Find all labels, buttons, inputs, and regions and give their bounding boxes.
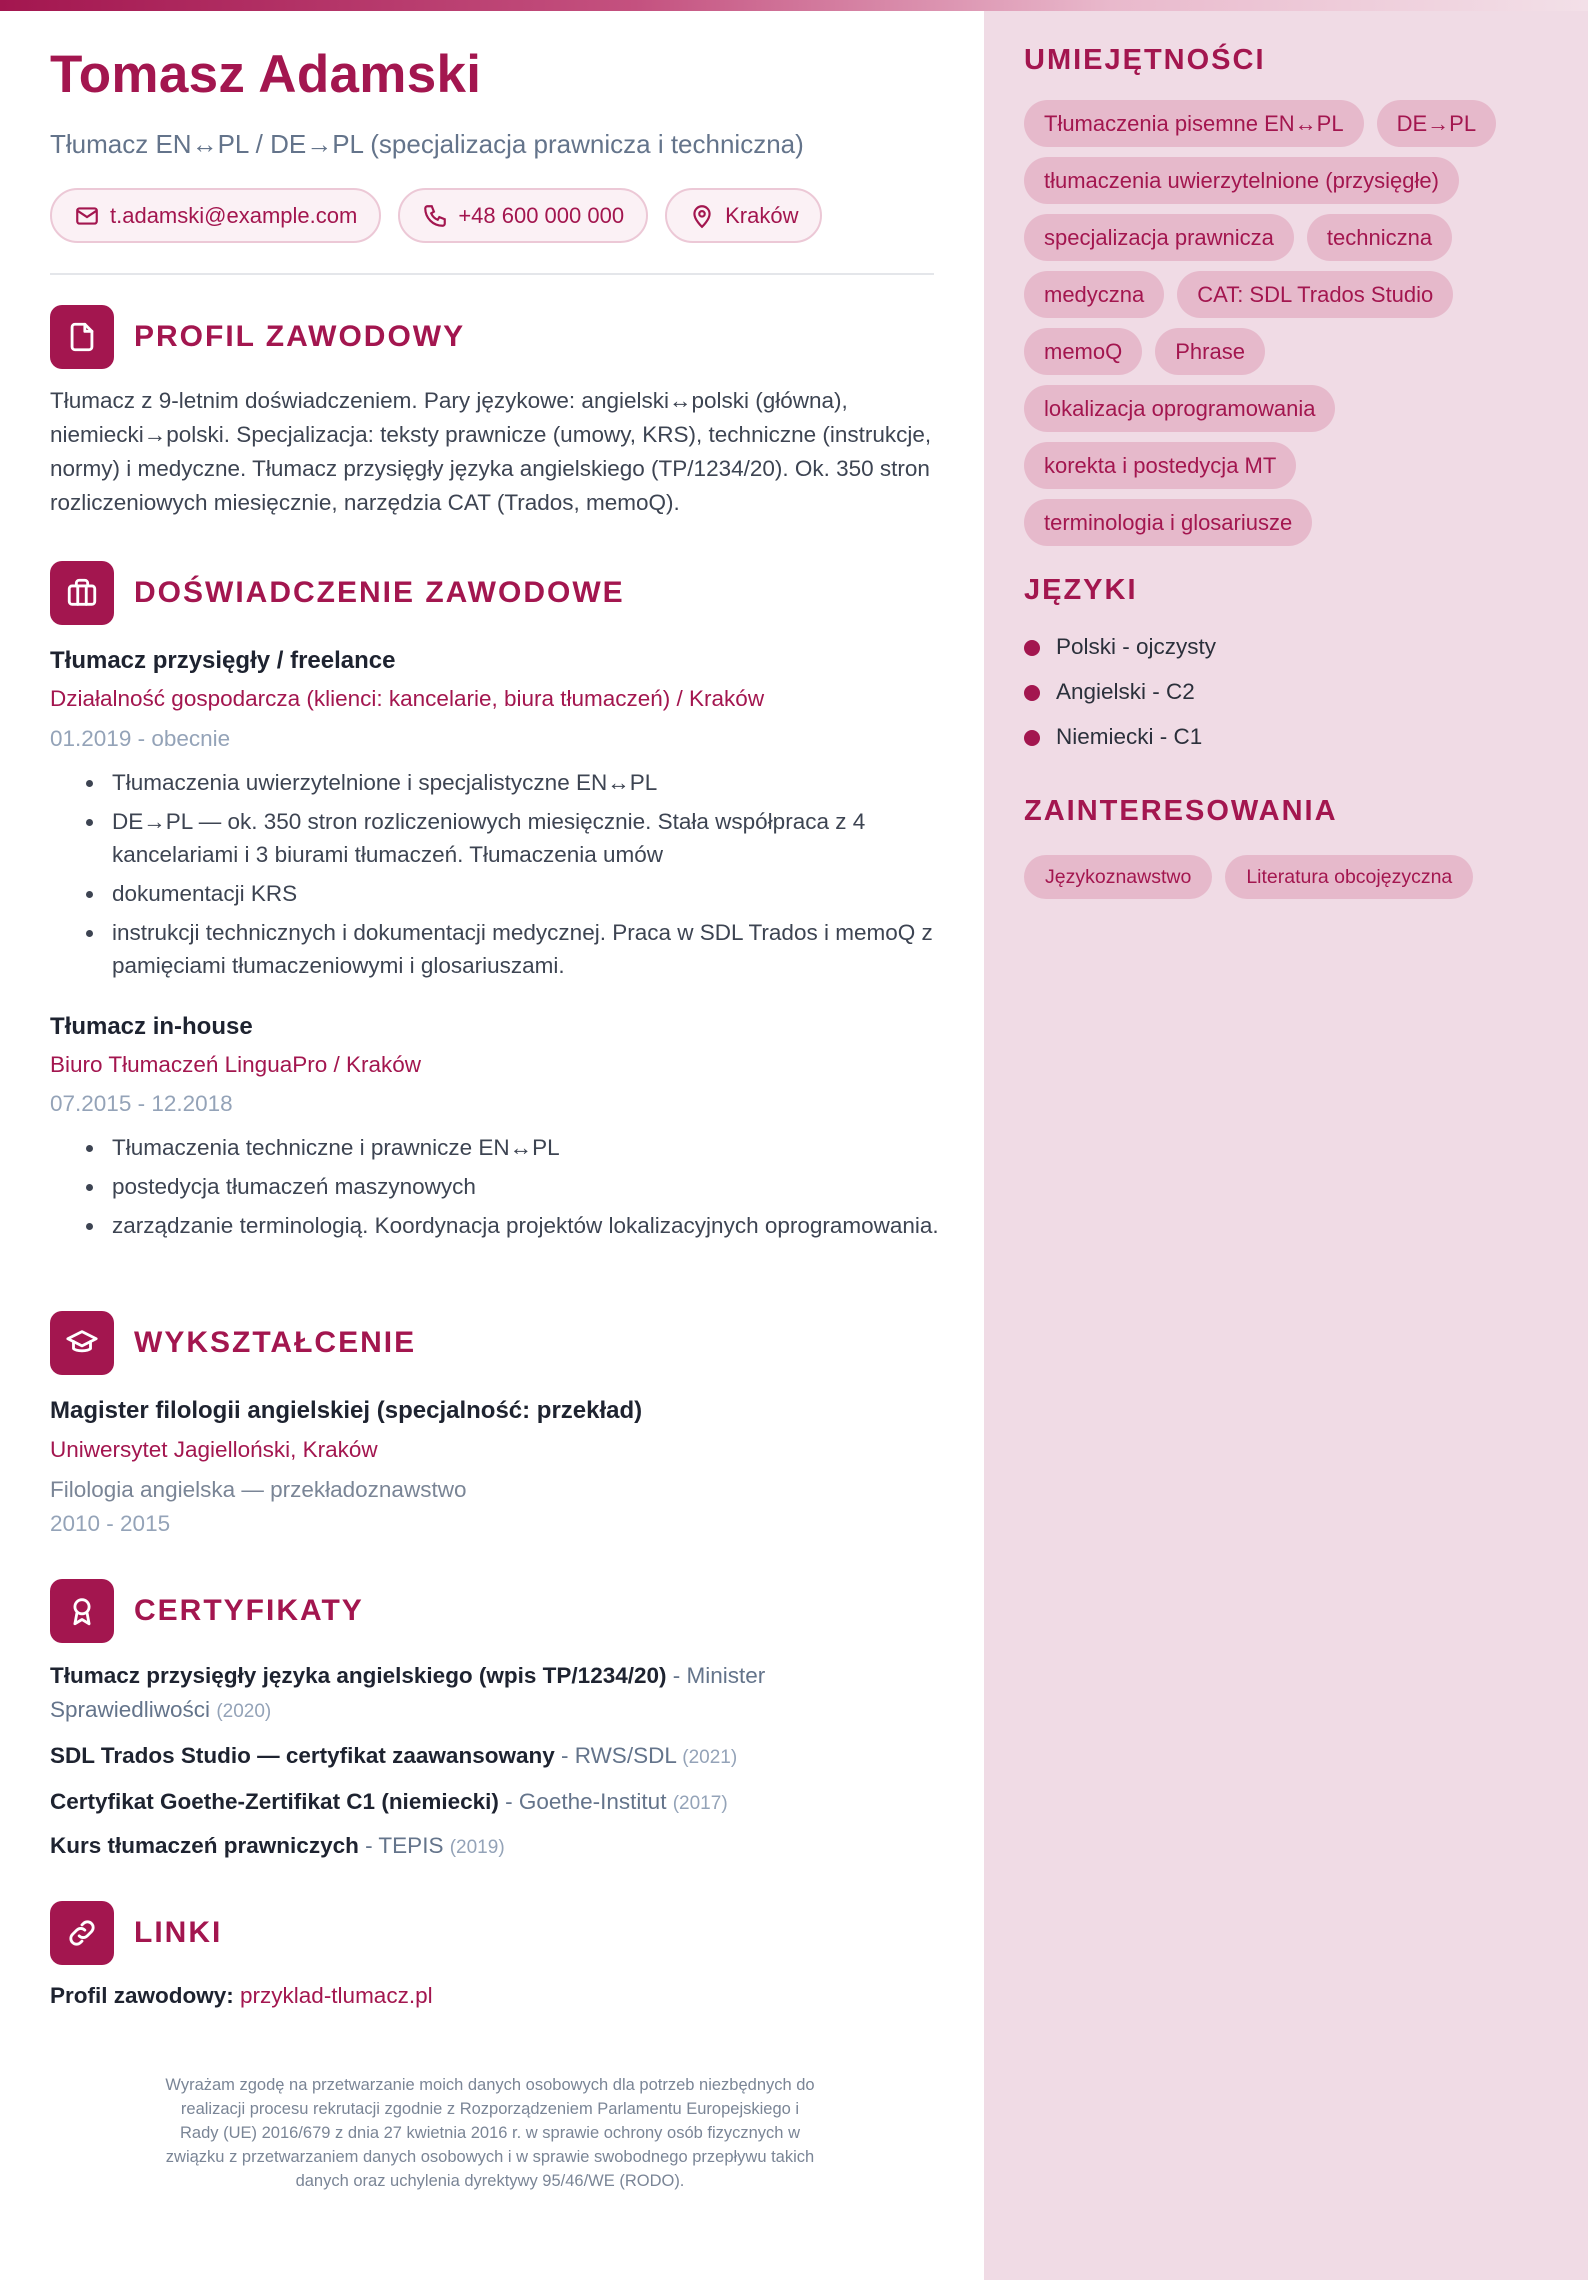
graduation-cap-icon xyxy=(50,1311,114,1375)
list-item: Tłumaczenia uwierzytelnione i specjalistyczne EN↔PL xyxy=(50,766,940,799)
job-2-date: 07.2015 - 12.2018 xyxy=(50,1091,233,1116)
certificate-issuer: - Goethe-Institut xyxy=(498,1789,667,1814)
profile-link-label: Profil zawodowy: xyxy=(50,1983,234,2008)
language-item: Angielski - C2 xyxy=(1024,675,1216,720)
profile-title: PROFIL ZAWODOWY xyxy=(134,320,466,353)
top-accent-bar xyxy=(0,0,1588,11)
language-item: Niemiecki - C1 xyxy=(1024,720,1216,765)
certificate-issuer: - Minister Sprawiedliwości xyxy=(50,1663,766,1722)
location-chip[interactable] xyxy=(665,188,822,243)
job-subtitle: Tłumacz EN↔PL / DE→PL (specjalizacja prawnicza i techniczna) xyxy=(50,129,804,159)
certificate-year: (2019) xyxy=(449,1837,505,1858)
skill-tag: Tłumaczenia pisemne EN↔PL xyxy=(1024,100,1364,147)
profile-link-line xyxy=(50,1983,433,2009)
job-1-date: 01.2019 - obecnie xyxy=(50,726,231,751)
certificate-name: Tłumacz przysięgły języka angielskiego (wpis TP/1234/20) xyxy=(50,1663,667,1688)
skill-tag: Phrase xyxy=(1155,328,1265,375)
links-section-header xyxy=(50,1901,222,1965)
education-degree: Magister filologii angielskiej (specjalność: przekład) xyxy=(50,1397,643,1424)
award-icon xyxy=(50,1579,114,1643)
language-item: Polski - ojczysty xyxy=(1024,630,1216,675)
document-icon xyxy=(50,305,114,369)
certificate-item xyxy=(50,1829,850,1865)
link-icon xyxy=(50,1901,114,1965)
map-pin-icon xyxy=(689,203,715,229)
links-title: LINKI xyxy=(134,1916,223,1949)
candidate-name: Tomasz Adamski xyxy=(50,45,482,104)
languages-list xyxy=(1024,630,1216,765)
certificate-name: SDL Trados Studio — certyfikat zaawansowany xyxy=(50,1743,555,1768)
certificate-year: (2020) xyxy=(216,1701,272,1722)
skill-tag: tłumaczenia uwierzytelnione (przysięgłe) xyxy=(1024,157,1459,204)
skill-tag: CAT: SDL Trados Studio xyxy=(1177,271,1453,318)
education-section-header xyxy=(50,1311,416,1375)
header-divider xyxy=(50,273,934,275)
gdpr-consent-clause: Wyrażam zgodę na przetwarzanie moich danych osobowych dla potrzeb niezbędnych do realizacji procesu rekrutacji zgodnie z Rozporządzeniem Parlamentu Europejskiego i Rady (UE) 2016/679 z dnia 27 kwietnia 2016 r. w sprawie ochrony osób fizycznych w związku z przetwarzaniem danych osobowych i w sprawie swobodnego przepływu takich danych oraz uchylenia dyrektywy 95/46/WE (RODO). xyxy=(165,2076,815,2190)
education-date: 2010 - 2015 xyxy=(50,1511,171,1536)
phone-text: +48 600 000 000 xyxy=(458,202,625,228)
certificate-issuer: - TEPIS xyxy=(358,1833,444,1858)
certificates-section-header xyxy=(50,1579,364,1643)
certificate-name: Certyfikat Goethe-Zertifikat C1 (niemiecki) xyxy=(50,1789,499,1814)
experience-section-header xyxy=(50,561,625,625)
email-text: t.adamski@example.com xyxy=(110,202,358,228)
job-2-title: Tłumacz in-house xyxy=(50,1013,253,1040)
profile-text: Tłumacz z 9-letnim doświadczeniem. Pary językowe: angielski↔polski (główna), niemiecki→polski. Specjalizacja: teksty prawnicze (umowy, KRS), techniczne (instrukcje, normy) i medyczne. Tłumacz przysięgły języka angielskiego (TP/1234/20). Ok. 350 stron rozliczeniowych miesięcznie, narzędzia CAT (Trados, memoQ). xyxy=(50,388,932,515)
interest-tag: Językoznawstwo xyxy=(1024,855,1212,899)
list-item: Tłumaczenia techniczne i prawnicze EN↔PL xyxy=(50,1131,940,1164)
experience-title: DOŚWIADCZENIE ZAWODOWE xyxy=(134,576,625,609)
job-1-title: Tłumacz przysięgły / freelance xyxy=(50,647,396,674)
skill-tag: specjalizacja prawnicza xyxy=(1024,214,1294,261)
job-1-bullets xyxy=(50,766,940,988)
list-item: instrukcji technicznych i dokumentacji medycznej. Praca w SDL Trados i memoQ z pamięciami tłumaczeniowymi i glosariuszami. xyxy=(50,916,940,982)
skill-tag: medyczna xyxy=(1024,271,1164,318)
certificate-year: (2017) xyxy=(672,1793,728,1814)
education-field: Filologia angielska — przekładoznawstwo xyxy=(50,1477,467,1502)
location-text: Kraków xyxy=(725,202,799,228)
contact-bar xyxy=(50,188,822,243)
email-chip[interactable] xyxy=(50,188,381,243)
job-1-org: Działalność gospodarcza (klienci: kancelarie, biura tłumaczeń) / Kraków xyxy=(50,686,765,711)
certificate-item xyxy=(50,1659,810,1729)
certificate-item xyxy=(50,1739,850,1775)
skills-tags xyxy=(1024,100,1564,546)
skill-tag: DE→PL xyxy=(1377,100,1496,147)
list-item: postedycja tłumaczeń maszynowych xyxy=(50,1170,940,1203)
job-2-bullets xyxy=(50,1131,940,1248)
skill-tag: korekta i postedycja MT xyxy=(1024,442,1296,489)
education-title: WYKSZTAŁCENIE xyxy=(134,1326,417,1359)
skill-tag: techniczna xyxy=(1307,214,1452,261)
skill-tag: memoQ xyxy=(1024,328,1142,375)
interest-tag: Literatura obcojęzyczna xyxy=(1225,855,1473,899)
profile-link[interactable]: przyklad-tlumacz.pl xyxy=(240,1983,433,2008)
interests-tags xyxy=(1024,855,1564,899)
certificate-name: Kurs tłumaczeń prawniczych xyxy=(50,1833,359,1858)
briefcase-icon xyxy=(50,561,114,625)
skills-title: UMIEJĘTNOŚCI xyxy=(1024,44,1266,76)
job-2-org: Biuro Tłumaczeń LinguaPro / Kraków xyxy=(50,1052,422,1077)
interests-title: ZAINTERESOWANIA xyxy=(1024,795,1338,827)
profile-section-header xyxy=(50,305,465,369)
skill-tag: terminologia i glosariusze xyxy=(1024,499,1312,546)
phone-icon xyxy=(422,203,448,229)
phone-chip[interactable] xyxy=(398,188,648,243)
certificate-year: (2021) xyxy=(682,1747,738,1768)
list-item: DE→PL — ok. 350 stron rozliczeniowych miesięcznie. Stała współpraca z 4 kancelariami i 3 biurami tłumaczeń. Tłumaczenia umów xyxy=(50,805,940,871)
certificate-item xyxy=(50,1785,850,1821)
certificate-issuer: - RWS/SDL xyxy=(554,1743,677,1768)
list-item: zarządzanie terminologią. Koordynacja projektów lokalizacyjnych oprogramowania. xyxy=(50,1209,940,1242)
skill-tag: lokalizacja oprogramowania xyxy=(1024,385,1335,432)
certificates-title: CERTYFIKATY xyxy=(134,1594,364,1627)
mail-icon xyxy=(74,203,100,229)
education-school: Uniwersytet Jagielloński, Kraków xyxy=(50,1437,378,1462)
languages-title: JĘZYKI xyxy=(1024,574,1138,606)
list-item: dokumentacji KRS xyxy=(50,877,940,910)
